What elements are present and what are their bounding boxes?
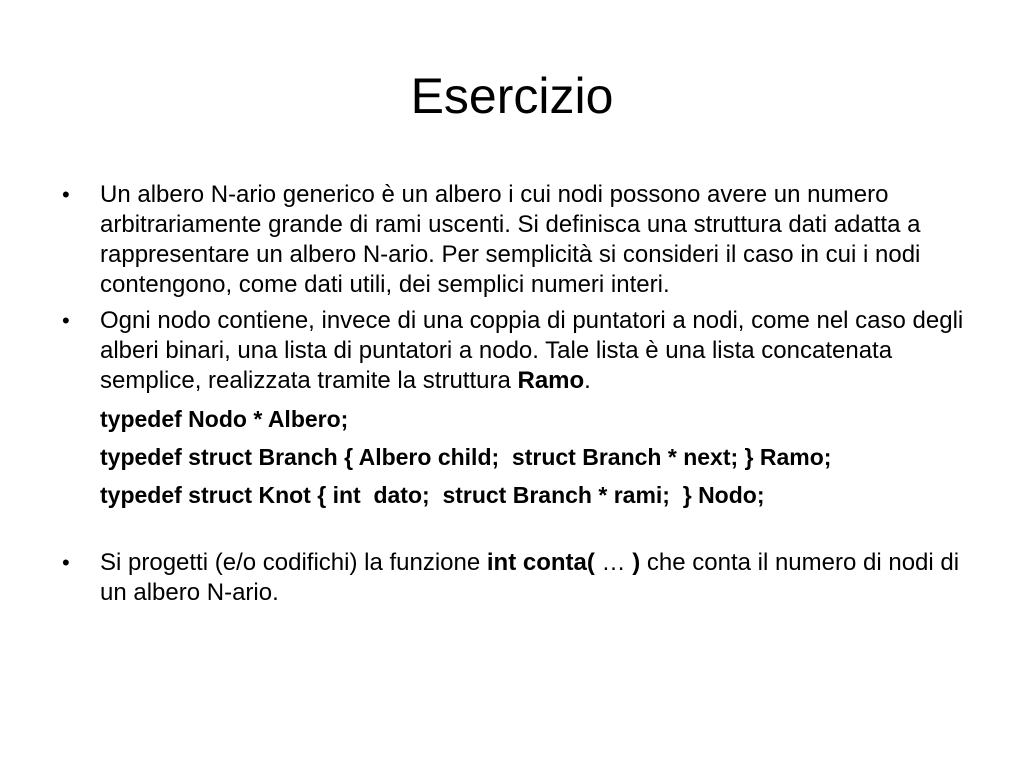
bullet-marker: •	[62, 308, 70, 333]
code-line-2: typedef struct Branch { Albero child; struct Branch * next; } Ramo;	[100, 444, 832, 470]
paragraph-3-ellipsis: …	[594, 549, 633, 576]
bullet-marker: •	[62, 182, 70, 207]
bullet-paragraph-2	[62, 306, 972, 396]
function-signature-end: )	[632, 549, 641, 576]
bullet-paragraph-1	[62, 180, 972, 300]
code-line-3: typedef struct Knot { int dato; struct Branch * rami; } Nodo;	[100, 482, 765, 508]
slide-body	[62, 180, 972, 608]
paragraph-2-text: Ogni nodo contiene, invece di una coppia di puntatori a nodi, come nel caso degli alberi binari, una lista di puntatori a nodo. Tale lista è una lista concatenata semplice, realizzata tramite la struttura	[100, 307, 964, 394]
struct-name-ramo: Ramo	[517, 367, 585, 394]
code-line-1: typedef Nodo * Albero;	[100, 406, 349, 432]
paragraph-1-text: Un albero N-ario generico è un albero i cui nodi possono avere un numero arbitrariamente grande di rami uscenti. Si definisca una struttura dati adatta a rappresentare un albero N-ario. Per semplicità si consideri il caso in cui i nodi contengono, come dati utili, dei semplici numeri interi.	[100, 181, 921, 298]
bullet-marker: •	[62, 550, 70, 575]
paragraph-3-pre: Si progetti (e/o codifichi) la funzione	[100, 549, 487, 576]
function-signature-start: int conta(	[486, 549, 595, 576]
paragraph-2-end: .	[584, 367, 591, 394]
bullet-paragraph-3	[62, 548, 972, 608]
paragraph-3-post: che conta il numero di nodi di un albero N-ario.	[100, 549, 960, 606]
slide-title: Esercizio	[410, 68, 614, 124]
